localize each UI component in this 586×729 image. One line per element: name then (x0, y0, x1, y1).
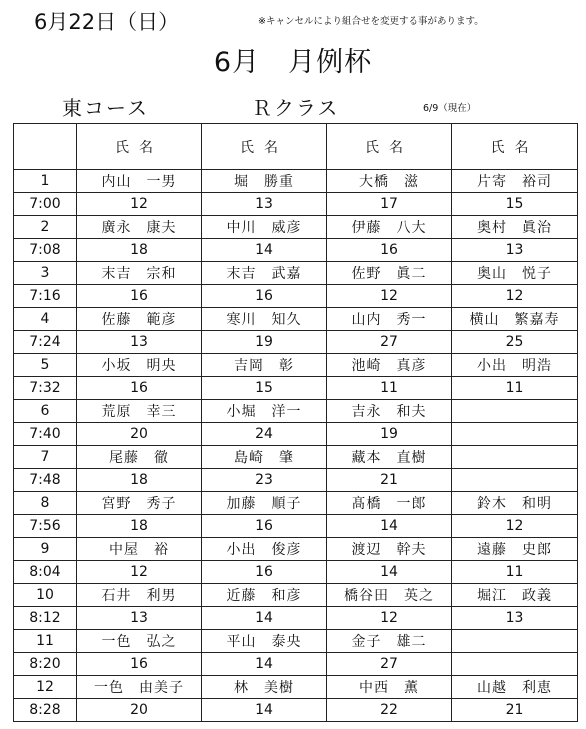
player-number: 12 (452, 285, 578, 308)
player-number: 11 (327, 377, 452, 400)
group-number: 10 (14, 584, 77, 607)
player-number: 12 (77, 193, 202, 216)
player-number (452, 423, 578, 446)
table-row (14, 377, 578, 400)
player-name (452, 446, 578, 469)
tee-time: 8:12 (14, 607, 77, 630)
tee-time: 7:56 (14, 515, 77, 538)
player-name: 一色 弘之 (77, 630, 202, 653)
player-number: 25 (452, 331, 578, 354)
player-number: 16 (77, 653, 202, 676)
player-number: 19 (327, 423, 452, 446)
table-row (14, 354, 578, 377)
player-name: 奥山 悦子 (452, 262, 578, 285)
player-name: 石井 利男 (77, 584, 202, 607)
column-header: 氏名 (202, 124, 327, 170)
player-name: 金子 雄二 (327, 630, 452, 653)
player-name: 寒川 知久 (202, 308, 327, 331)
player-name: 末吉 武嘉 (202, 262, 327, 285)
player-name: 佐藤 範彦 (77, 308, 202, 331)
group-number: 2 (14, 216, 77, 239)
player-number: 16 (202, 561, 327, 584)
group-number: 5 (14, 354, 77, 377)
player-number: 14 (202, 653, 327, 676)
player-name: 中西 薫 (327, 676, 452, 699)
player-number: 15 (452, 193, 578, 216)
player-number: 12 (327, 285, 452, 308)
group-number: 12 (14, 676, 77, 699)
player-name: 小堀 洋一 (202, 400, 327, 423)
player-name: 廣永 康夫 (77, 216, 202, 239)
player-number: 14 (202, 699, 327, 722)
tee-time: 7:00 (14, 193, 77, 216)
page-title: 6月 月例杯 (213, 47, 373, 78)
player-number: 18 (77, 469, 202, 492)
date-heading: 6月22日（日） (34, 10, 180, 34)
player-number: 13 (77, 607, 202, 630)
player-number: 15 (202, 377, 327, 400)
player-name: 橋谷田 英之 (327, 584, 452, 607)
group-number: 9 (14, 538, 77, 561)
table-row (14, 400, 578, 423)
tee-time: 7:16 (14, 285, 77, 308)
table-row (14, 262, 578, 285)
group-number: 3 (14, 262, 77, 285)
player-name: 荒原 幸三 (77, 400, 202, 423)
player-name: 島崎 肇 (202, 446, 327, 469)
tee-time: 7:32 (14, 377, 77, 400)
as-of-date: 6/9（現在） (423, 103, 477, 114)
group-number: 11 (14, 630, 77, 653)
player-number: 20 (77, 699, 202, 722)
player-name: 吉岡 彰 (202, 354, 327, 377)
player-name (452, 630, 578, 653)
player-name: 片寄 裕司 (452, 170, 578, 193)
table-row (14, 216, 578, 239)
table-row (14, 515, 578, 538)
player-number: 14 (327, 515, 452, 538)
player-name: 近藤 和彦 (202, 584, 327, 607)
notice-text: ※キャンセルにより組合せを変更する事があります。 (258, 16, 484, 27)
tee-time: 8:20 (14, 653, 77, 676)
tee-time: 7:08 (14, 239, 77, 262)
player-name: 小坂 明央 (77, 354, 202, 377)
player-name: 遠藤 史郎 (452, 538, 578, 561)
player-number (452, 469, 578, 492)
player-number: 13 (452, 239, 578, 262)
table-row (14, 561, 578, 584)
table-row (14, 653, 578, 676)
column-header: 氏名 (452, 124, 578, 170)
player-name: 鈴木 和明 (452, 492, 578, 515)
table-row (14, 423, 578, 446)
table-row (14, 285, 578, 308)
tee-time: 8:04 (14, 561, 77, 584)
player-number: 22 (327, 699, 452, 722)
player-name: 吉永 和夫 (327, 400, 452, 423)
group-number: 1 (14, 170, 77, 193)
player-number: 16 (77, 285, 202, 308)
player-number: 19 (202, 331, 327, 354)
group-number: 6 (14, 400, 77, 423)
player-number: 18 (77, 239, 202, 262)
table-body (14, 170, 578, 722)
player-number: 27 (327, 653, 452, 676)
column-header: 氏名 (327, 124, 452, 170)
player-number: 13 (452, 607, 578, 630)
player-name: 中屋 裕 (77, 538, 202, 561)
player-number: 14 (327, 561, 452, 584)
player-name: 尾藤 徹 (77, 446, 202, 469)
tee-time: 7:48 (14, 469, 77, 492)
player-name: 藏本 直樹 (327, 446, 452, 469)
player-name: 大橋 滋 (327, 170, 452, 193)
player-name: 末吉 宗和 (77, 262, 202, 285)
player-number: 20 (77, 423, 202, 446)
table-row (14, 584, 578, 607)
player-name: 髙橋 一郎 (327, 492, 452, 515)
table-row (14, 469, 578, 492)
tee-time: 8:28 (14, 699, 77, 722)
player-name: 宮野 秀子 (77, 492, 202, 515)
player-number: 24 (202, 423, 327, 446)
player-number: 13 (77, 331, 202, 354)
player-name: 林 美樹 (202, 676, 327, 699)
player-number: 12 (452, 515, 578, 538)
player-name (452, 400, 578, 423)
player-number: 12 (77, 561, 202, 584)
column-header: 氏名 (77, 124, 202, 170)
player-name: 中川 威彦 (202, 216, 327, 239)
player-name: 堀江 政義 (452, 584, 578, 607)
player-name: 小出 俊彦 (202, 538, 327, 561)
player-number: 21 (327, 469, 452, 492)
table-row (14, 538, 578, 561)
table-row (14, 331, 578, 354)
player-name: 堀 勝重 (202, 170, 327, 193)
player-number: 18 (77, 515, 202, 538)
table-header-row (14, 124, 578, 170)
player-number: 16 (202, 285, 327, 308)
player-number: 17 (327, 193, 452, 216)
tee-time: 7:24 (14, 331, 77, 354)
player-name: 内山 一男 (77, 170, 202, 193)
table-row (14, 630, 578, 653)
table-row (14, 193, 578, 216)
table-row (14, 607, 578, 630)
player-number: 27 (327, 331, 452, 354)
player-name: 山内 秀一 (327, 308, 452, 331)
player-number: 21 (452, 699, 578, 722)
column-header (14, 124, 77, 170)
table-row (14, 239, 578, 262)
pairing-table (13, 123, 578, 722)
table-row (14, 446, 578, 469)
group-number: 8 (14, 492, 77, 515)
player-number: 16 (77, 377, 202, 400)
player-number: 23 (202, 469, 327, 492)
group-number: 7 (14, 446, 77, 469)
player-number: 11 (452, 377, 578, 400)
player-number (452, 653, 578, 676)
course-label: 東コース (62, 96, 149, 120)
group-number: 4 (14, 308, 77, 331)
player-name: 池崎 真彦 (327, 354, 452, 377)
player-name: 横山 繁嘉寿 (452, 308, 578, 331)
player-number: 11 (452, 561, 578, 584)
table-row (14, 308, 578, 331)
player-name: 一色 由美子 (77, 676, 202, 699)
player-number: 16 (327, 239, 452, 262)
player-name: 加藤 順子 (202, 492, 327, 515)
player-number: 16 (202, 515, 327, 538)
player-number: 13 (202, 193, 327, 216)
player-number: 14 (202, 239, 327, 262)
player-name: 佐野 眞二 (327, 262, 452, 285)
player-name: 平山 泰央 (202, 630, 327, 653)
player-number: 12 (327, 607, 452, 630)
table-row (14, 170, 578, 193)
player-name: 伊藤 八大 (327, 216, 452, 239)
player-name: 小出 明浩 (452, 354, 578, 377)
player-name: 渡辺 幹夫 (327, 538, 452, 561)
player-name: 山越 利恵 (452, 676, 578, 699)
player-number: 14 (202, 607, 327, 630)
player-name: 奥村 眞治 (452, 216, 578, 239)
class-label: Ｒクラス (252, 96, 340, 120)
tee-time: 7:40 (14, 423, 77, 446)
table-row (14, 676, 578, 699)
table-row (14, 699, 578, 722)
table-row (14, 492, 578, 515)
